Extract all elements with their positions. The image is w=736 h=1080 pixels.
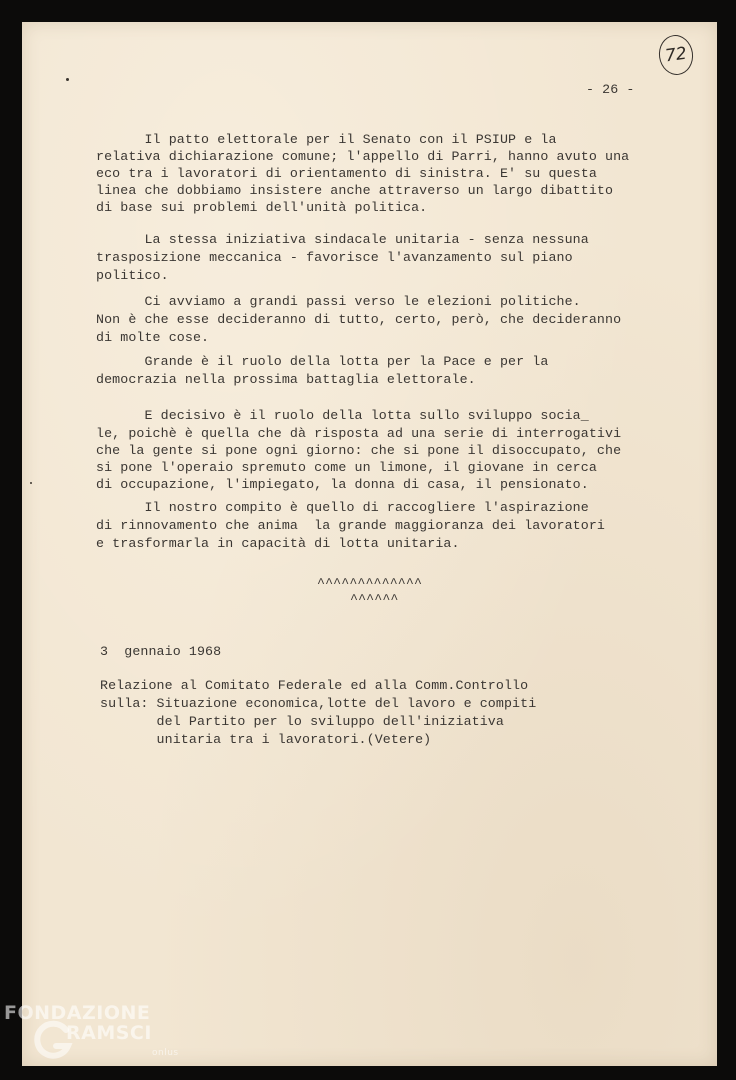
text-line: E decisivo è il ruolo della lotta sullo sviluppo socia_: [96, 408, 589, 423]
text-line: si pone l'operaio spremuto come un limone, il giovane in cerca: [96, 460, 597, 475]
watermark-line3: onlus: [152, 1048, 179, 1058]
text-line: di occupazione, l'impiegato, la donna di casa, il pensionato.: [96, 477, 589, 492]
ink-speck: [66, 78, 69, 81]
watermark-line2: RAMSCI: [66, 1022, 152, 1044]
text-line: di base sui problemi dell'unità politica.: [96, 200, 428, 215]
text-line: relativa dichiarazione comune; l'appello di Parri, hanno avuto una: [96, 149, 630, 164]
report-line: unitaria tra i lavoratori.(Vetere): [100, 732, 432, 747]
report-line: sulla: Situazione economica,lotte del lavoro e compiti: [100, 696, 537, 711]
text-line: Grande è il ruolo della lotta per la Pace e per la: [96, 354, 549, 369]
text-line: Il patto elettorale per il Senato con il PSIUP e la: [96, 132, 557, 147]
text-line: politico.: [96, 268, 169, 283]
text-line: La stessa iniziativa sindacale unitaria - senza nessuna: [96, 232, 589, 247]
text-line: Ci avviamo a grandi passi verso le elezioni politiche.: [96, 294, 581, 309]
report-line: del Partito per lo sviluppo dell'iniziativa: [100, 714, 504, 729]
text-line: linea che dobbiamo insistere anche attraverso un largo dibattito: [96, 183, 614, 198]
text-line: Non è che esse decideranno di tutto, certo, però, che decideranno: [96, 312, 622, 327]
text-line: eco tra i lavoratori di orientamento di sinistra. E' su questa: [96, 166, 597, 181]
text-line: Il nostro compito è quello di raccogliere l'aspirazione: [96, 500, 589, 515]
text-line: che la gente si pone ogni giorno: che si pone il disoccupato, che: [96, 443, 622, 458]
text-line: di rinnovamento che anima la grande maggioranza dei lavoratori: [96, 518, 606, 533]
ink-speck: [30, 482, 32, 484]
fondazione-gramsci-watermark: [4, 1000, 194, 1076]
page-number: - 26 -: [586, 82, 635, 97]
separator-line: ^^^^^^: [350, 592, 399, 607]
dateline: 3 gennaio 1968: [100, 644, 222, 659]
text-line: le, poichè è quella che dà risposta ad una serie di interrogativi: [96, 426, 622, 441]
report-line: Relazione al Comitato Federale ed alla Comm.Controllo: [100, 678, 529, 693]
archive-number: 72: [663, 43, 689, 67]
watermark-line1: FONDAZIONE: [4, 1002, 151, 1024]
separator-line: ^^^^^^^^^^^^^: [317, 576, 423, 591]
text-line: e trasformarla in capacità di lotta unitaria.: [96, 536, 460, 551]
text-line: di molte cose.: [96, 330, 210, 345]
text-line: democrazia nella prossima battaglia elettorale.: [96, 372, 476, 387]
text-line: trasposizione meccanica - favorisce l'avanzamento sul piano: [96, 250, 573, 265]
